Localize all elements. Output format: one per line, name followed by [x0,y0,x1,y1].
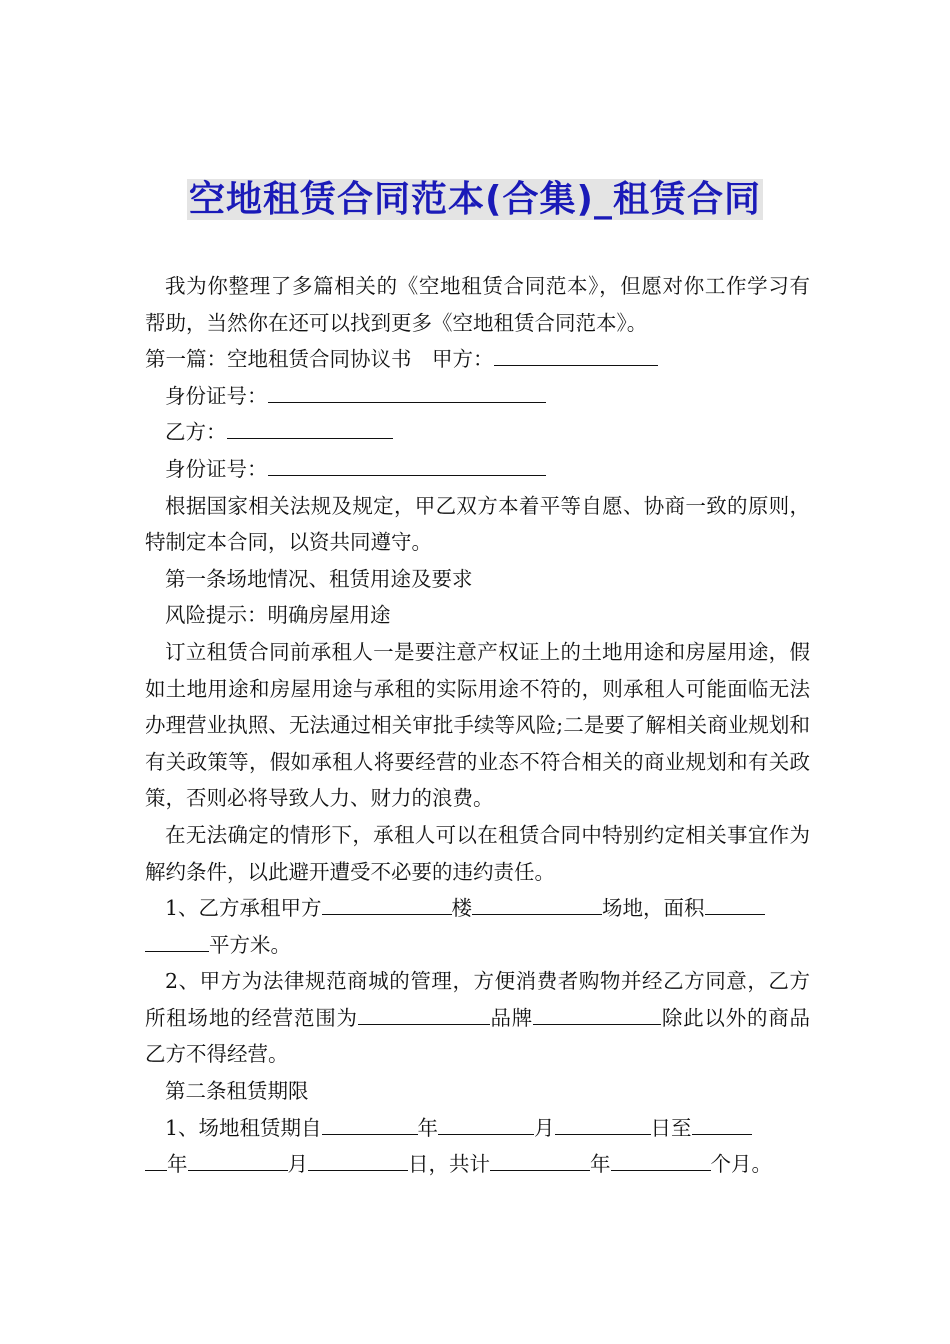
item-2 [145,963,810,1073]
start-day-blank [555,1112,651,1135]
item-2-text-a: 2、甲方为法律规范商城的管理，方便消费者购物并经乙方同意，乙方所租场地的经营范围为 [145,969,810,1030]
building-blank [322,892,452,915]
party-a-blank [494,343,658,366]
term-day-total: 日，共计 [408,1152,490,1177]
id-label-a: 身份证号： [165,383,268,408]
item-1-text-d: 平方米。 [209,932,291,957]
term-year-1: 年 [417,1115,439,1140]
end-month-blank [188,1148,288,1171]
item-1 [145,890,810,963]
party-b-label: 乙方： [165,420,227,445]
item-2-text-b: 品牌 [489,1005,534,1030]
article-2-heading: 第二条租赁期限 [165,1079,309,1104]
id-line-b [145,451,810,488]
total-year-blank [490,1148,590,1171]
term-day-to: 日至 [650,1115,692,1140]
first-heading-line [145,341,810,378]
term-text-start: 1、场地租赁期自 [165,1115,322,1140]
item-1-text-c: 场地，面积 [602,896,705,921]
term-month-1: 月 [534,1115,555,1140]
start-year-blank [322,1112,418,1135]
item-2-text-c: 除此以外的商品乙方不得经营。 [145,1005,811,1067]
item-1-text-a: 1、乙方承租甲方 [165,896,322,921]
site-blank [472,892,602,915]
total-month-blank [611,1148,711,1171]
term-year-2: 年 [167,1152,188,1177]
end-year-blank-a [692,1112,752,1135]
item-1-text-b: 楼 [451,896,473,921]
brand-blank [533,1002,661,1025]
id-blank-b [268,453,546,476]
first-heading: 第一篇：空地租赁合同协议书 甲方： [145,347,494,372]
area-blank-b [145,929,209,952]
document-body [145,268,810,1183]
term-year-3: 年 [590,1152,611,1177]
area-blank-a [705,892,765,915]
article-1-heading: 第一条场地情况、租赁用途及要求 [165,566,473,591]
title-text: 空地租赁合同范本(合集)_租赁合同 [189,179,761,220]
id-blank-a [268,380,546,403]
basis-paragraph: 根据国家相关法规及规定，甲乙双方本着平等自愿、协商一致的原则，特制定本合同，以资共同遵守。 [145,493,810,555]
id-line-a [145,378,810,415]
intro-paragraph: 我为你整理了多篇相关的《空地租赁合同范本》，但愿对你工作学习有帮助，当然你在还可以找到更多《空地租赁合同范本》。 [145,274,810,335]
document-title [0,176,950,224]
term-months: 个月。 [710,1152,772,1177]
start-month-blank [438,1112,534,1135]
id-label-b: 身份证号： [165,456,268,481]
term-item [145,1110,810,1183]
uncertain-paragraph: 在无法确定的情形下，承租人可以在租赁合同中特别约定相关事宜作为解约条件，以此避开遭受不必要的违约责任。 [145,822,810,884]
party-b-line [145,414,810,451]
usage-paragraph: 订立租赁合同前承租人一是要注意产权证上的土地用途和房屋用途，假如土地用途和房屋用途与承租的实际用途不符的，则承租人可能面临无法办理营业执照、无法通过相关审批手续等风险;二是要了解相关商业规划和有关政策等，假如承租人将要经营的业态不符合相关的商业规划和有关政策，否则必将导致人力、财力的浪费。 [145,639,810,811]
term-month-2: 月 [287,1152,308,1177]
risk-note: 风险提示：明确房屋用途 [165,603,391,628]
scope-blank [358,1002,490,1025]
end-day-blank [308,1148,408,1171]
party-b-blank [227,416,393,439]
end-year-blank-b [145,1148,167,1171]
